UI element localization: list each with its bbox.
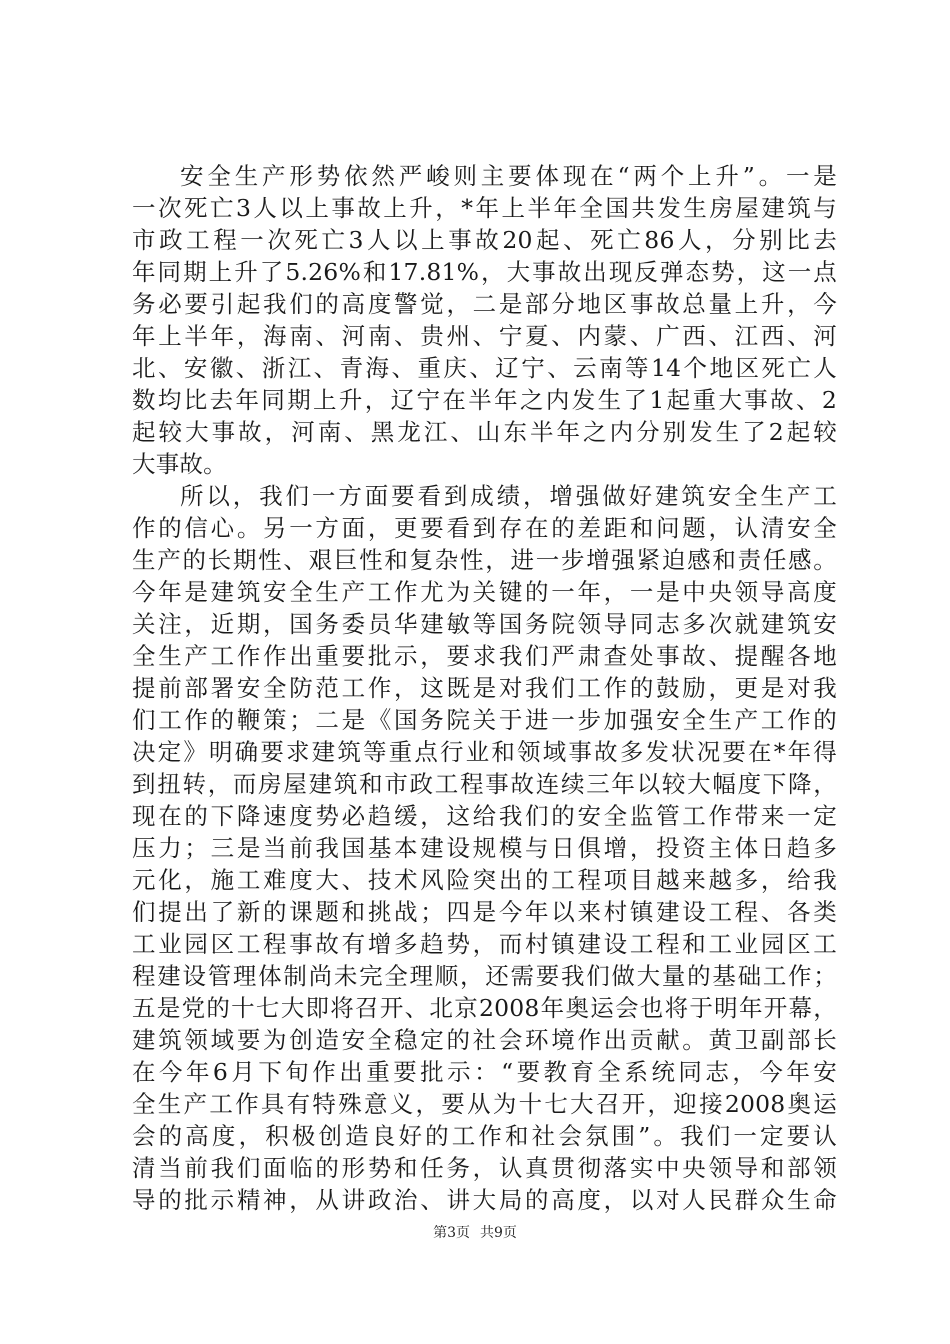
page-footer bbox=[0, 1222, 950, 1242]
paragraph-2-line: 元化，施工难度大、技术风险突出的工程项目越来越多，给我 bbox=[132, 866, 837, 894]
paragraph-2-line: 压力；三是当前我国基本建设规模与日俱增，投资主体日趋多 bbox=[132, 834, 837, 862]
paragraph-1-line: 一次死亡3人以上事故上升，*年上半年全国共发生房屋建筑与 bbox=[132, 194, 837, 222]
paragraph-2-line: 们工作的鞭策；二是《国务院关于进一步加强安全生产工作的 bbox=[132, 706, 837, 734]
paragraph-1-line: 市政工程一次死亡3人以上事故20起、死亡86人，分别比去 bbox=[132, 226, 837, 254]
paragraph-2-line: 提前部署安全防范工作，这既是对我们工作的鼓励，更是对我 bbox=[132, 674, 837, 702]
paragraph-1-line: 北、安徽、浙江、青海、重庆、辽宁、云南等14个地区死亡人 bbox=[132, 354, 837, 382]
paragraph-2-line: 作的信心。另一方面，更要看到存在的差距和问题，认清安全 bbox=[132, 514, 837, 542]
paragraph-1-line: 务必要引起我们的高度警觉，二是部分地区事故总量上升，今 bbox=[132, 290, 837, 318]
paragraph-1-line: 数均比去年同期上升，辽宁在半年之内发生了1起重大事故、2 bbox=[132, 386, 837, 414]
page-number: 第3页 bbox=[433, 1225, 470, 1241]
paragraph-2-line: 们提出了新的课题和挑战；四是今年以来村镇建设工程、各类 bbox=[132, 898, 837, 926]
paragraph-2-line: 工业园区工程事故有增多趋势，而村镇建设工程和工业园区工 bbox=[132, 930, 837, 958]
paragraph-2-line: 全生产工作具有特殊意义，要从为十七大召开，迎接2008奥运 bbox=[132, 1090, 837, 1118]
paragraph-2-line: 程建设管理体制尚未完全理顺，还需要我们做大量的基础工作； bbox=[132, 962, 837, 990]
paragraph-2-line: 决定》明确要求建筑等重点行业和领域事故多发状况要在*年得 bbox=[132, 738, 837, 766]
paragraph-1-line: 安全生产形势依然严峻则主要体现在“两个上升”。一是 bbox=[180, 162, 837, 190]
paragraph-2-line: 关注，近期，国务委员华建敏等国务院领导同志多次就建筑安 bbox=[132, 610, 837, 638]
paragraph-2-line: 所以，我们一方面要看到成绩，增强做好建筑安全生产工 bbox=[180, 482, 837, 510]
paragraph-2-line: 现在的下降速度势必趋缓，这给我们的安全监管工作带来一定 bbox=[132, 802, 837, 830]
paragraph-2-line: 五是党的十七大即将召开、北京2008年奥运会也将于明年开幕， bbox=[132, 994, 837, 1022]
paragraph-2-line: 建筑领域要为创造安全稳定的社会环境作出贡献。黄卫副部长 bbox=[132, 1026, 837, 1054]
paragraph-2-line: 会的高度，积极创造良好的工作和社会氛围”。我们一定要认 bbox=[132, 1122, 837, 1150]
paragraph-1-line: 年同期上升了5.26%和17.81%，大事故出现反弹态势，这一点 bbox=[132, 258, 837, 286]
paragraph-1-line: 起较大事故，河南、黑龙江、山东半年之内分别发生了2起较 bbox=[132, 418, 837, 446]
paragraph-2-line: 在今年6月下旬作出重要批示：“要教育全系统同志，今年安 bbox=[132, 1058, 837, 1086]
page-total: 共9页 bbox=[480, 1225, 517, 1241]
paragraph-2-line: 导的批示精神，从讲政治、讲大局的高度，以对人民群众生命 bbox=[132, 1186, 837, 1214]
paragraph-2-line: 清当前我们面临的形势和任务，认真贯彻落实中央领导和部领 bbox=[132, 1154, 837, 1182]
paragraph-1-line: 大事故。 bbox=[132, 450, 227, 478]
paragraph-2-line: 到扭转，而房屋建筑和市政工程事故连续三年以较大幅度下降， bbox=[132, 770, 837, 798]
paragraph-2-line: 生产的长期性、艰巨性和复杂性，进一步增强紧迫感和责任感。 bbox=[132, 546, 837, 574]
paragraph-1-line: 年上半年，海南、河南、贵州、宁夏、内蒙、广西、江西、河 bbox=[132, 322, 837, 350]
paragraph-2-line: 全生产工作作出重要批示，要求我们严肃查处事故、提醒各地 bbox=[132, 642, 837, 670]
paragraph-2-line: 今年是建筑安全生产工作尤为关键的一年，一是中央领导高度 bbox=[132, 578, 837, 606]
document-body bbox=[132, 160, 837, 1216]
